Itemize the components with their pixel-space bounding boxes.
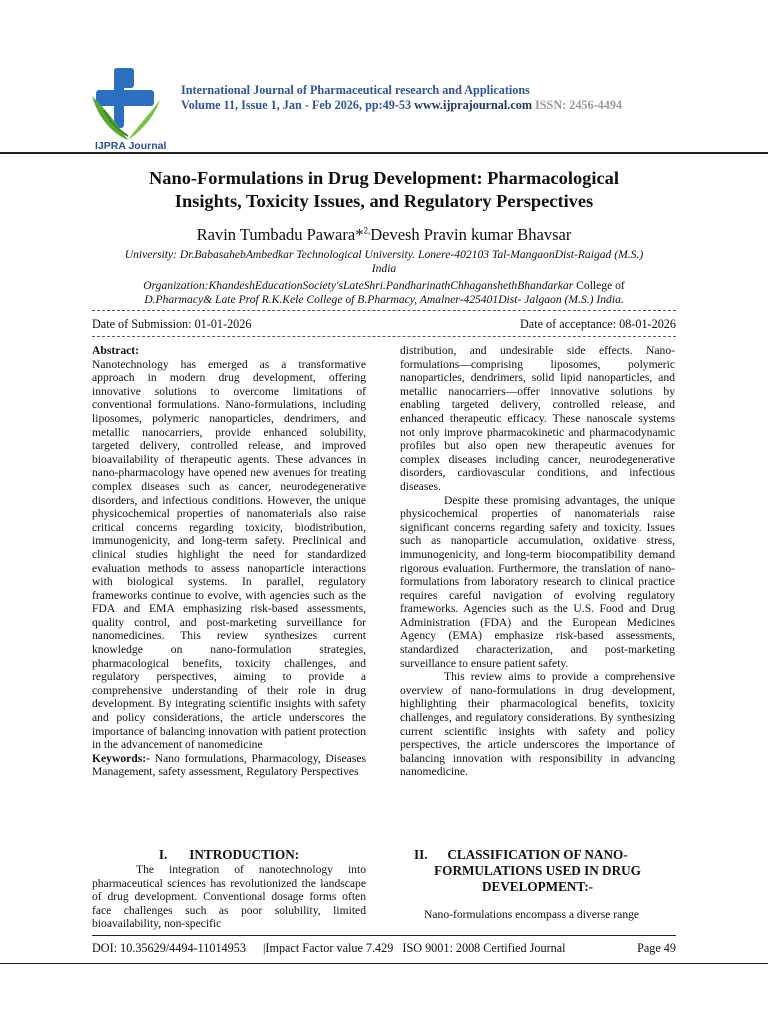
- dashed-separator: [92, 336, 676, 337]
- intro-continuation: [400, 344, 675, 779]
- author-2: Devesh Pravin kumar Bhavsar: [370, 225, 572, 244]
- iso-cert: ISO 9001: 2008 Certified Journal: [402, 941, 566, 955]
- abstract: [92, 344, 366, 779]
- affil-line: Organization:KhandeshEducationSociety'sLateShri.PandharinathChhaganshethBhandarkar: [143, 279, 574, 292]
- section-heading-classification: [400, 847, 675, 895]
- affil-line: College of: [573, 279, 625, 292]
- classification-text: Nano-formulations encompass a diverse range: [424, 908, 640, 921]
- section-title: INTRODUCTION:: [189, 847, 300, 862]
- section-number: II.: [414, 847, 428, 862]
- keywords: Nano formulations, Pharmacology, Diseases Management, safety assessment, Regulatory Perspectives: [92, 751, 366, 779]
- issn: ISSN: 2456-4494: [535, 98, 623, 112]
- bottom-rule: [0, 963, 768, 964]
- author-sup: 2,: [363, 225, 371, 236]
- title-line: Insights, Toxicity Issues, and Regulatory Perspectives: [174, 191, 594, 211]
- abstract-text: Nanotechnology has emerged as a transformative approach in modern drug development, offering innovative solutions to overcome limitations of conventional formulations. Nano-formulations, including liposomes, polymeric nanoparticles, dendrimers, and metallic nanocarriers, provide enhanced solubility, targeted delivery, controlled release, and improved bioavailability of therapeutic agents. These advances in nano-pharmacology have opened new avenues for treating complex diseases such as cancer, neurodegenerative disorders, and infectious conditions. However, the unique physicochemical properties of nanomaterials also raise critical concerns regarding toxicity, biodistribution, immunogenicity, and long-term safety. Preclinical and clinical studies highlight the need for standardized evaluation methods to assess nanoparticle interactions with biological systems. In parallel, regulatory frameworks continue to evolve, with agencies such as the FDA and EMA emphasizing risk-based assessments, quality control, and post-marketing surveillance for nanomedicines. This review synthesizes current knowledge on nano-formulation strategies, pharmacological benefits, toxicity challenges, and regulatory perspectives, aiming to provide a comprehensive understanding of their role in drug development. By integrating scientific insights with safety and policy considerations, the article underscores the importance of balancing innovation with patient protection in the advancement of nanomedicine: [92, 357, 366, 752]
- paragraph: The integration of nanotechnology into pharmaceutical sciences has revolutionized the landscape of drug development. Conventional dosage forms often face challenges such as poor solubility, limited bioavailability, non-specific: [92, 863, 366, 931]
- affil-line: University: Dr.BabasahebAmbedkar Technological University. Lonere-402103 Tal-MangaonDist-Raigad (M.S.): [124, 248, 644, 261]
- dashed-separator: [92, 310, 676, 311]
- paragraph: This review aims to provide a comprehensive overview of nano-formulations in drug development, highlighting their pharmacological benefits, toxicity challenges, and regulatory considerations. By synthesizing current scientific insights with safety and policy perspectives, the article underscores the importance of balancing innovation with responsibility in advancing nanomedicine.: [400, 670, 675, 779]
- footer-rule: [92, 935, 676, 936]
- section-title: DEVELOPMENT:-: [481, 879, 594, 894]
- keywords-label: Keywords:-: [92, 751, 150, 765]
- website-link[interactable]: www.ijprajournal.com: [414, 98, 532, 112]
- section-title: CLASSIFICATION OF NANO-: [447, 847, 628, 862]
- section-heading-introduction: [92, 847, 366, 863]
- author-1: Ravin Tumbadu Pawara*: [196, 225, 364, 244]
- footer: [92, 941, 676, 956]
- introduction-text: [92, 863, 366, 931]
- abstract-heading: Abstract:: [92, 344, 140, 357]
- title-line: Nano-Formulations in Drug Development: Pharmacological: [149, 168, 619, 188]
- affil-line: D.Pharmacy& Late Prof R.K.Kele College of B.Pharmacy, Amalner-425401Dist- Jalgaon (M.S.) India.: [144, 293, 624, 306]
- doi: DOI: 10.35629/4494-11014953: [92, 941, 246, 955]
- authors: [92, 225, 676, 245]
- acceptance-date: Date of acceptance: 08-01-2026: [520, 317, 676, 331]
- paragraph: distribution, and undesirable side effects. Nano-formulations—comprising liposomes, polymeric nanoparticles, dendrimers, solid lipid nanoparticles, and metallic nanocarriers—offer innovative solutions by enabling targeted delivery, controlled release, and enhanced therapeutic efficacy. These nanoscale systems not only improve pharmacokinetic and pharmacodynamic profiles but also open new therapeutic avenues for complex diseases including cancer, neurodegenerative disorders, cardiovascular conditions, and infectious diseases.: [400, 344, 675, 493]
- section-number: I.: [158, 847, 168, 862]
- submission-date: Date of Submission: 01-01-2026: [92, 317, 252, 331]
- paragraph: Despite these promising advantages, the unique physicochemical properties of nanomaterials raise significant concerns regarding safety and toxicity. Issues such as nanoparticle accumulation, oxidative stress, immunogenicity, and long-term biocompatibility demand rigorous evaluation. Furthermore, the translation of nano-formulations from laboratory research to clinical practice requires careful navigation of evolving regulatory frameworks. Agencies such as the U.S. Food and Drug Administration (FDA) and the European Medicines Agency (EMA) emphasize risk-based assessments, standardized characterization, and post-marketing surveillance to ensure patient safety.: [400, 493, 675, 670]
- issue-info: Volume 11, Issue 1, Jan - Feb 2026, pp:49-53: [181, 98, 412, 112]
- page-number: Page 49: [637, 941, 676, 955]
- header-rule: [0, 152, 768, 154]
- logo-text: IJPRA Journal: [95, 140, 167, 152]
- article-title: [92, 167, 676, 213]
- section-title: FORMULATIONS USED IN DRUG: [434, 863, 641, 878]
- impact-factor: |Impact Factor value 7.429: [262, 941, 394, 955]
- affil-line: India: [371, 262, 397, 275]
- affiliations: [92, 248, 676, 307]
- journal-info: [181, 98, 622, 113]
- dates-row: [92, 317, 676, 332]
- journal-name: International Journal of Pharmaceutical research and Applications: [181, 83, 530, 97]
